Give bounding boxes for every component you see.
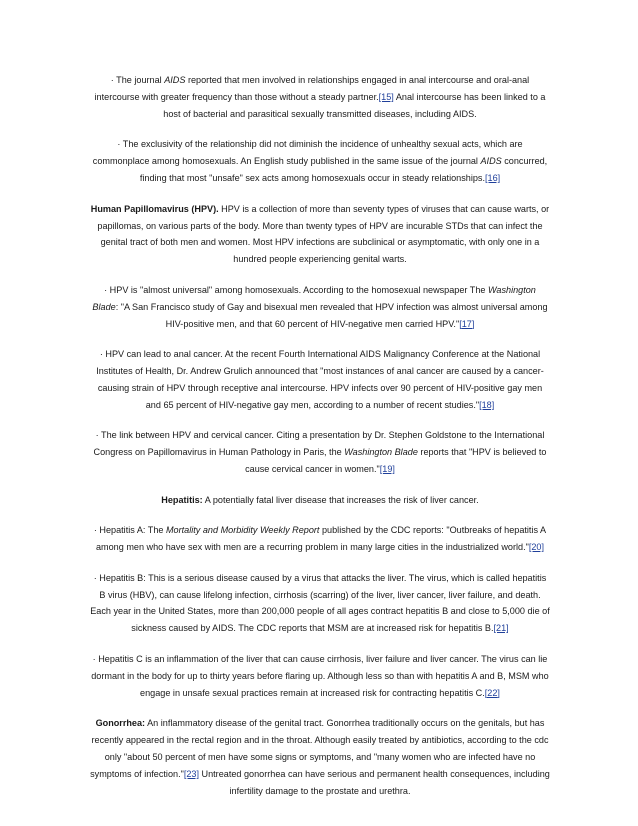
section-heading-hpv: Human Papillomavirus (HPV). [90, 203, 219, 214]
footnote-link-22[interactable]: [22] [484, 687, 500, 698]
newspaper-title: Washington Blade [344, 447, 418, 458]
paragraph-hpv-anal-cancer [90, 346, 550, 414]
text-span: · The journal [110, 75, 165, 85]
text-span: · Hepatitis A: The [93, 525, 166, 536]
text-span: reports that "HPV is believed to cause cervical cancer in women." [245, 447, 547, 475]
text-span: · The link between HPV and cervical cancer. Citing a presentation by Dr. Stephen Goldstone to the International Congress on Papillomavirus in Human Pathology in Paris, the [93, 430, 545, 458]
text-span: Untreated gonorrhea can have serious and permanent health consequences, including infertility damage to the prostate and urethra. [199, 768, 550, 796]
footnote-link-18[interactable]: [18] [479, 399, 495, 410]
text-span: reported that men involved in relationships engaged in anal intercourse and oral-anal intercourse with greater frequency than those without a steady partner. [94, 75, 530, 102]
text-span: HPV is a collection of more than seventy types of viruses that can cause warts, or papillomas, on various parts of the body. More than twenty types of HPV are incurable STDs that can infect the genital tract of both men and women. Most HPV infections are subclinical or asymptomatic, with only one in a hundred people experiencing genital warts. [97, 203, 550, 265]
paragraph-aids-journal [90, 72, 550, 123]
paragraph-hepatitis-intro [90, 492, 550, 509]
paragraph-hepatitis-a [90, 522, 550, 556]
journal-title: AIDS [480, 156, 502, 167]
newspaper-title: Washington Blade [92, 284, 536, 312]
paragraph-hpv-universal [90, 282, 550, 333]
footnote-link-16[interactable]: [16] [484, 173, 501, 184]
text-span: · Hepatitis C is an inflammation of the liver that can cause cirrhosis, liver failure and liver cancer. The virus can lie dormant in the body for up to thirty years before flaring up. Although less so than with hepatitis A and B, MSM who engage in unsafe sexual practices remain at increased risk for contracting hepatitis C. [91, 653, 549, 698]
paragraph-hepatitis-c [90, 651, 550, 702]
section-heading-hepatitis: Hepatitis: [161, 494, 203, 505]
text-span: : "A San Francisco study of Gay and bisexual men revealed that HPV infection was almost universal among HIV-positive men, and that 60 percent of HIV-negative men carried HPV." [115, 301, 548, 329]
text-span: published by the CDC reports: "Outbreaks of hepatitis A among men who have sex with men are a recurring problem in many large cities in the industrialized world." [95, 525, 547, 553]
journal-title: AIDS [164, 75, 186, 85]
footnote-link-23[interactable]: [23] [183, 768, 199, 779]
footnote-link-15[interactable]: [15] [378, 91, 394, 102]
footnote-link-17[interactable]: [17] [459, 318, 475, 329]
paragraph-exclusivity [90, 136, 550, 187]
paragraph-hepatitis-b [90, 570, 550, 638]
text-span: · HPV is "almost universal" among homosexuals. According to the homosexual newspaper The [104, 284, 488, 295]
paragraph-hpv-intro [90, 201, 550, 269]
footnote-link-20[interactable]: [20] [528, 542, 545, 553]
text-span: · Hepatitis B: This is a serious disease caused by a virus that attacks the liver. The virus, which is called hepatitis B virus (HBV), can cause lifelong infection, cirrhosis (scarring) of the liver, liver cancer, liver failure, and death. Each year in the United States, more than 200,000 people of all ages contract hepatitis B and close to 5,000 die of sickness caused by AIDS. The CDC reports that MSM are at increased risk for hepatitis B. [90, 572, 550, 634]
footnote-link-21[interactable]: [21] [493, 623, 509, 634]
section-heading-gonorrhea: Gonorrhea: [95, 718, 146, 729]
text-span: · HPV can lead to anal cancer. At the recent Fourth International AIDS Malignancy Conference at the National Institutes of Health, Dr. Andrew Grulich announced that "most instances of anal cancer are caused by a cancer-causing strain of HPV through receptive anal intercourse. HPV infects over 90 percent of HIV-positive gay men and 65 percent of HIV-negative gay men, according to a number of recent studies." [96, 349, 544, 410]
footnote-link-19[interactable]: [19] [379, 464, 395, 475]
report-title: Mortality and Morbidity Weekly Report [165, 525, 320, 536]
text-span: An inflammatory disease of the genital tract. Gonorrhea traditionally occurs on the genitals, but has recently appeared in the rectal region and in the throat. Although easily treated by antibiotics, according to the cdc only "about 50 percent of men have some signs or symptoms, and "many women who are infected have no symptoms of infection." [90, 718, 549, 779]
paragraph-gonorrhea [90, 715, 550, 800]
paragraph-hpv-cervical [90, 427, 550, 478]
text-span: concurred, finding that most "unsafe" sex acts among homosexuals occur in steady relationships. [139, 156, 548, 184]
text-span: A potentially fatal liver disease that increases the risk of liver cancer. [202, 494, 479, 505]
text-span: · The exclusivity of the relationship did not diminish the incidence of unhealthy sexual acts, which are commonplace among homosexuals. An English study published in the same issue of the journal [92, 139, 523, 167]
text-span: Anal intercourse has been linked to a host of bacterial and parasitical sexually transmitted diseases, including AIDS. [163, 91, 546, 119]
document-page [90, 72, 550, 813]
